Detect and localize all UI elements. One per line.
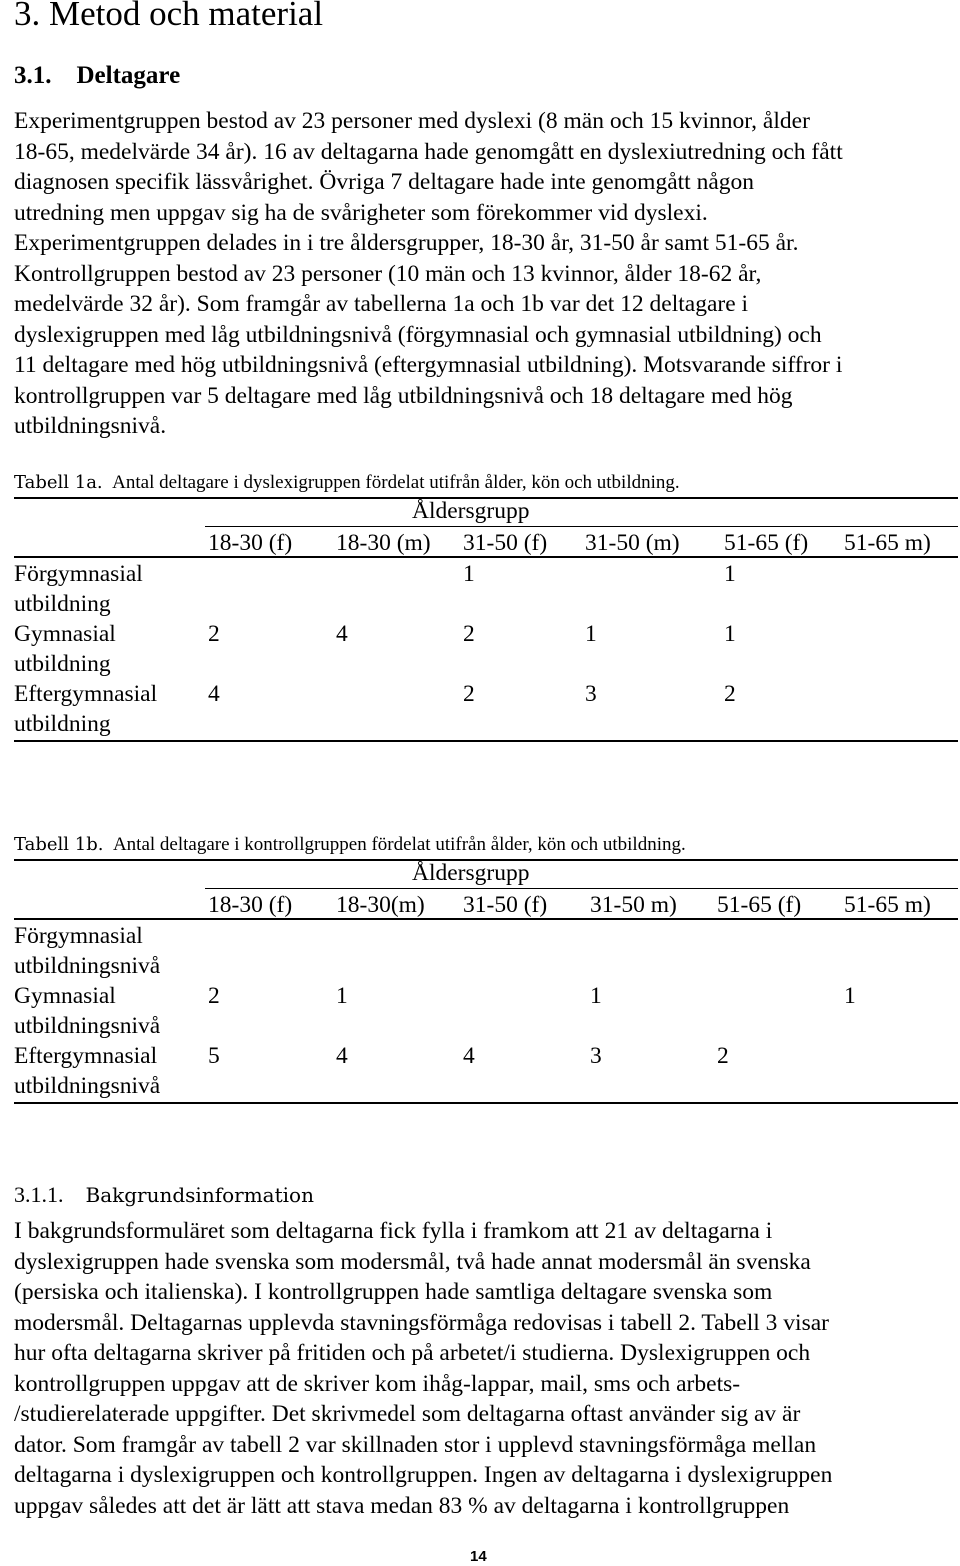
table-1a-cell: 2 — [208, 621, 220, 647]
table-1b-caption-text: Antal deltagare i kontrollgruppen fördelat utifrån ålder, kön och utbildning. — [112, 834, 686, 855]
table-1b-col-header: 51-65 (f) — [717, 892, 802, 918]
table-1b-row-label: utbildningsnivå — [14, 953, 161, 979]
table-1a-row-label: Förgymnasial — [14, 561, 143, 587]
text-line: kontrollgruppen var 5 deltagare med låg utbildningsnivå och 18 deltagare med hög — [14, 382, 793, 409]
table-1a-cell: 2 — [724, 681, 736, 707]
table-1a-group-rule — [205, 526, 958, 527]
text-line: modersmål. Deltagarnas upplevda stavningsförmåga redovisas i tabell 2. Tabell 3 visar — [14, 1309, 829, 1336]
table-1b-cell: 5 — [208, 1043, 220, 1069]
text-line: medelvärde 32 år). Som framgår av tabellerna 1a och 1b var det 12 deltagare i — [14, 291, 749, 317]
table-1a-col-header: 18-30 (f) — [208, 530, 293, 556]
table-1a-group-header: Åldersgrupp — [412, 498, 530, 524]
table-1a-cell: 1 — [585, 621, 597, 647]
table-1a-col-header: 51-65 m) — [844, 530, 931, 556]
paragraph-background — [14, 1216, 832, 1521]
table-1a-cell: 2 — [463, 681, 475, 707]
text-line: dator. Som framgår av tabell 2 var skillnaden stor i upplevd stavningsförmåga mellan — [14, 1431, 817, 1458]
table-1b-row-label: Förgymnasial — [14, 923, 143, 949]
table-1b-header-rule — [14, 918, 958, 920]
table-1b-label: Tabell 1b. — [14, 834, 104, 855]
table-1b-cell: 4 — [336, 1043, 348, 1069]
text-line: Experimentgruppen delades in i tre åldersgrupper, 18-30 år, 31-50 år samt 51-65 år. — [14, 230, 799, 256]
table-1a-cell: 1 — [724, 621, 736, 647]
table-1b-cell: 4 — [463, 1043, 475, 1069]
subsection-number: 3.1.1. — [14, 1182, 64, 1207]
table-1a-row-label: utbildning — [14, 591, 111, 617]
table-1a-col-header: 31-50 (f) — [463, 530, 548, 556]
text-line: diagnosen specifik lässvårighet. Övriga 7 deltagare hade inte genomgått någon — [14, 169, 755, 195]
table-1b-caption — [14, 834, 686, 856]
subsection-heading — [14, 1182, 314, 1208]
table-1a-col-header: 51-65 (f) — [724, 530, 809, 556]
table-1b-cell: 2 — [208, 983, 220, 1009]
table-1b-row-label: Eftergymnasial — [14, 1043, 158, 1069]
table-1b-col-header: 31-50 (f) — [463, 892, 548, 918]
table-1a-cell: 1 — [463, 561, 475, 587]
table-1a-caption — [14, 472, 680, 494]
text-line: utbildningsnivå. — [14, 413, 167, 439]
table-1a-label: Tabell 1a. — [14, 472, 103, 493]
table-1b-cell: 1 — [336, 983, 348, 1009]
text-line: uppgav således att det är lätt att stava medan 83 % av deltagarna i kontrollgruppen — [14, 1492, 790, 1519]
text-line: Kontrollgruppen bestod av 23 personer (10 män och 13 kvinnor, ålder 18-62 år, — [14, 260, 762, 287]
table-1a-cell: 1 — [724, 561, 736, 587]
table-1b-group-header: Åldersgrupp — [412, 860, 530, 886]
table-1a-col-header: 31-50 (m) — [585, 530, 680, 556]
table-1a-cell: 4 — [208, 681, 220, 707]
table-1a-bottom-rule — [14, 740, 958, 742]
table-1b-cell: 1 — [590, 983, 602, 1009]
table-1a-row-label: utbildning — [14, 711, 111, 737]
page-number: 14 — [470, 1548, 487, 1565]
text-line: 11 deltagare med hög utbildningsnivå (eftergymnasial utbildning). Motsvarande siffror i — [14, 352, 843, 378]
chapter-heading: 3. Metod och material — [14, 0, 324, 33]
text-line: I bakgrundsformuläret som deltagarna fick fylla i framkom att 21 av deltagarna i — [14, 1218, 773, 1244]
table-1b-col-header: 31-50 m) — [590, 892, 677, 918]
table-1a-header-rule — [14, 556, 958, 558]
table-1b-row-label: utbildningsnivå — [14, 1073, 161, 1099]
text-line: dyslexigruppen med låg utbildningsnivå (förgymnasial och gymnasial utbildning) och — [14, 321, 822, 348]
table-1a-cell: 3 — [585, 681, 597, 707]
table-1a-row-label: Eftergymnasial — [14, 681, 158, 707]
text-line: Experimentgruppen bestod av 23 personer med dyslexi (8 män och 15 kvinnor, ålder — [14, 108, 810, 134]
table-1b-bottom-rule — [14, 1102, 958, 1104]
section-heading — [14, 62, 180, 90]
table-1a-cell: 2 — [463, 621, 475, 647]
table-1b-row-label: utbildningsnivå — [14, 1013, 161, 1039]
table-1a-row-label: utbildning — [14, 651, 111, 677]
table-1b-col-header: 18-30 (f) — [208, 892, 293, 918]
table-1a-cell: 4 — [336, 621, 348, 647]
text-line: /studierelaterade uppgifter. Det skrivmedel som deltagarna oftast använder sig av är — [14, 1401, 801, 1427]
paragraph-participants — [14, 106, 843, 442]
table-1b-row-label: Gymnasial — [14, 983, 116, 1009]
table-1a-caption-text: Antal deltagare i dyslexigruppen fördelat utifrån ålder, kön och utbildning. — [112, 472, 680, 493]
subsection-title: Bakgrundsinformation — [85, 1183, 314, 1207]
text-line: 18-65, medelvärde 34 år). 16 av deltagarna hade genomgått en dyslexiutredning och fått — [14, 138, 843, 165]
table-1b-cell: 1 — [844, 983, 856, 1009]
text-line: deltagarna i dyslexigruppen och kontrollgruppen. Ingen av deltagarna i dyslexigruppen — [14, 1462, 833, 1488]
table-1a-col-header: 18-30 (m) — [336, 530, 431, 556]
text-line: kontrollgruppen uppgav att de skriver kom ihåg-lappar, mail, sms och arbets- — [14, 1370, 741, 1397]
section-number: 3.1. — [14, 62, 52, 89]
section-title: Deltagare — [76, 62, 181, 89]
table-1b-col-header: 51-65 m) — [844, 892, 931, 918]
table-1a-row-label: Gymnasial — [14, 621, 116, 647]
table-1b-col-header: 18-30(m) — [336, 892, 425, 918]
table-1b-cell: 3 — [590, 1043, 602, 1069]
table-1b-cell: 2 — [717, 1043, 729, 1069]
text-line: hur ofta deltagarna skriver på fritiden och på arbetet/i studierna. Dyslexigruppen och — [14, 1340, 811, 1366]
text-line: dyslexigruppen hade svenska som modersmål, två hade annat modersmål än svenska — [14, 1248, 811, 1275]
text-line: utredning men uppgav sig ha de svårigheter som förekommer vid dyslexi. — [14, 199, 708, 226]
text-line: (persiska och italienska). I kontrollgruppen hade samtliga deltagare svenska som — [14, 1279, 773, 1305]
table-1b-group-rule — [205, 888, 958, 889]
